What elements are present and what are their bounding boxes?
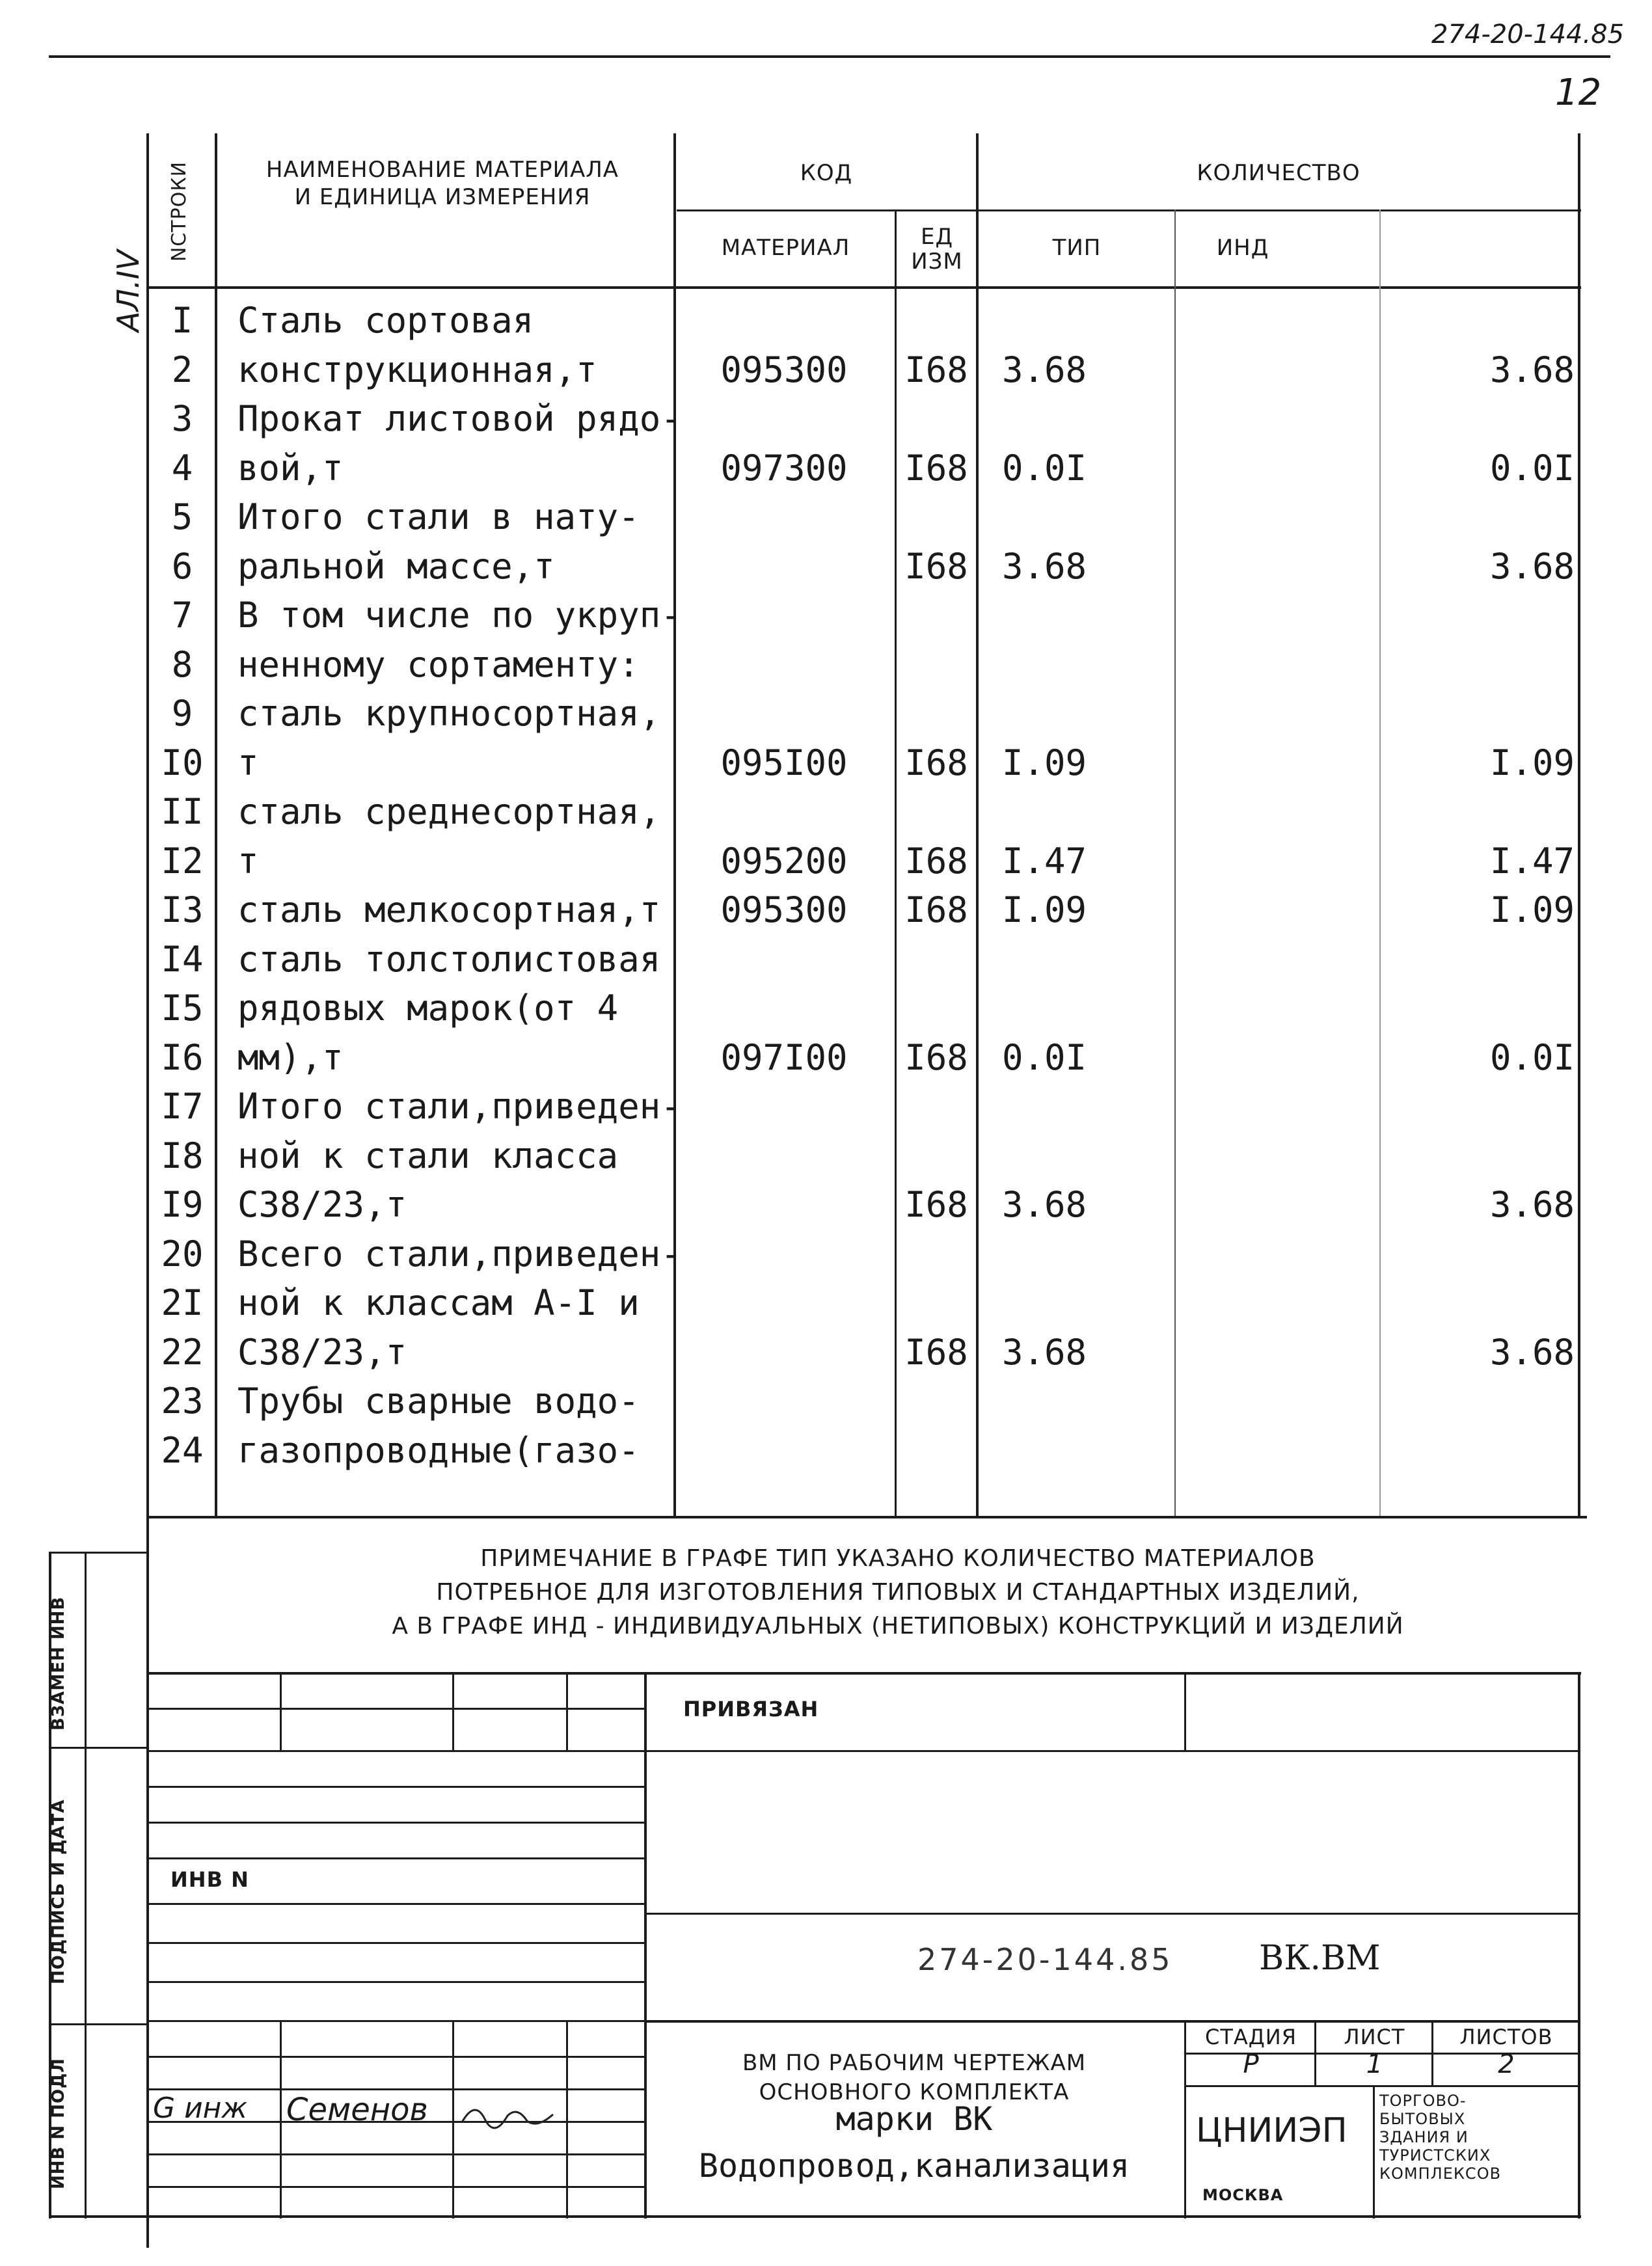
row-typ: I.09 xyxy=(1002,742,1087,783)
row-typ xyxy=(1002,1377,1171,1425)
stamp-grid-line xyxy=(146,1903,644,1905)
stamp-col-c2 xyxy=(566,2020,568,2219)
note-top-line xyxy=(146,1516,1581,1518)
row-unit: I68 xyxy=(904,742,968,783)
signature-scribble xyxy=(455,2096,560,2135)
corner-page-mark: 12 xyxy=(1555,72,1602,114)
row-name: конструкционная,т xyxy=(237,349,597,390)
row-total: 0.0I xyxy=(1489,447,1575,489)
col-line-5 xyxy=(1174,209,1176,1516)
row-name: ненному сортаменту: xyxy=(237,643,640,685)
stamp-grid-line xyxy=(146,1786,644,1788)
row-number: I7 xyxy=(161,1086,204,1127)
row-typ xyxy=(1002,935,1171,984)
row-number: 22 xyxy=(161,1331,204,1373)
right-border xyxy=(1578,133,1580,1516)
header-material: МАТЕРИАЛ xyxy=(721,235,850,261)
row-code: 097300 xyxy=(720,447,848,489)
sheet-label: ЛИСТ xyxy=(1344,2025,1405,2049)
stamp-grid-line xyxy=(146,2153,644,2155)
row-code xyxy=(677,1082,891,1131)
row-unit xyxy=(897,640,976,689)
row-total xyxy=(1386,787,1575,836)
side-mark: АЛ.IV xyxy=(111,250,146,332)
row-name: сталь мелкосортная,т xyxy=(237,889,661,930)
stamp-top-line xyxy=(146,1672,1581,1675)
sign-name: Семенов xyxy=(286,2092,428,2128)
sign-role: G инж xyxy=(153,2092,248,2125)
side-label-inv-podl: ИНВ N ПОДЛ xyxy=(49,2058,68,2189)
stamp-col-b xyxy=(452,1672,454,1750)
row-typ xyxy=(1002,1082,1171,1131)
row-number: I0 xyxy=(161,742,204,783)
header-mid-line xyxy=(677,209,1581,211)
row-unit xyxy=(897,787,976,836)
org-desc-4: ТУРИСТСКИХ xyxy=(1379,2146,1491,2165)
row-typ xyxy=(1002,492,1171,541)
stamp-grid-line xyxy=(146,1750,644,1752)
inv-no-label: ИНВ N xyxy=(170,1867,249,1892)
org-desc-1: ТОРГОВО- xyxy=(1379,2092,1467,2110)
row-total xyxy=(1386,492,1575,541)
side-strip-top xyxy=(49,1552,146,1554)
stamp-col-main xyxy=(644,1672,647,2219)
row-code xyxy=(677,542,891,591)
row-name: сталь среднесортная, xyxy=(237,791,661,832)
row-typ xyxy=(1002,394,1171,443)
row-unit xyxy=(897,935,976,984)
org-desc-2: БЫТОВЫХ xyxy=(1379,2110,1466,2128)
row-typ: 3.68 xyxy=(1002,1331,1087,1373)
row-total xyxy=(1386,1278,1575,1327)
row-name: Итого стали,приведен- xyxy=(237,1086,682,1127)
row-total: 3.68 xyxy=(1489,545,1575,587)
row-number: 2 xyxy=(171,349,193,390)
stamp-grid-line xyxy=(146,2020,644,2022)
row-number: I8 xyxy=(161,1135,204,1176)
row-unit: I68 xyxy=(904,545,968,587)
row-number: I5 xyxy=(161,988,204,1029)
row-typ: 3.68 xyxy=(1002,1184,1087,1225)
row-number: II xyxy=(161,791,204,832)
stamp-grid-line xyxy=(146,2186,644,2188)
doc-code-bottom-line xyxy=(644,2020,1578,2023)
row-typ: 3.68 xyxy=(1002,349,1087,390)
row-unit xyxy=(897,1131,976,1180)
stamp-col-a xyxy=(280,1672,282,1750)
row-total xyxy=(1386,1426,1575,1475)
row-number: 6 xyxy=(171,545,193,587)
stamp-grid-line xyxy=(146,1708,644,1710)
row-name: Сталь сортовая xyxy=(237,300,534,341)
row-name: Прокат листовой рядо- xyxy=(237,398,682,439)
row-name: В том числе по укруп- xyxy=(237,595,682,636)
row-unit xyxy=(897,1230,976,1278)
note-line-1: ПРИМЕЧАНИЕ В ГРАФЕ ТИП УКАЗАНО КОЛИЧЕСТВО МАТЕРИАЛОВ xyxy=(480,1545,1316,1572)
row-code xyxy=(677,689,891,738)
row-typ: 0.0I xyxy=(1002,1036,1087,1078)
row-number: 3 xyxy=(171,398,193,439)
row-number: I6 xyxy=(161,1036,204,1078)
row-total xyxy=(1386,1230,1575,1278)
row-code: 097I00 xyxy=(720,1036,848,1078)
row-typ xyxy=(1002,591,1171,640)
row-total: 3.68 xyxy=(1489,349,1575,390)
row-name: С38/23,т xyxy=(237,1184,407,1225)
left-border xyxy=(146,133,149,2248)
header-typ: ТИП xyxy=(1052,235,1102,261)
row-unit: I68 xyxy=(904,1036,968,1078)
row-total xyxy=(1386,394,1575,443)
row-code xyxy=(677,1426,891,1475)
side-strip-div-1 xyxy=(49,1747,146,1749)
row-unit: I68 xyxy=(904,840,968,882)
row-total: 3.68 xyxy=(1489,1184,1575,1225)
header-ind: ИНД xyxy=(1216,235,1269,261)
stamp-grid-line xyxy=(146,1981,644,1983)
header-code: КОД xyxy=(800,160,853,186)
row-name: Трубы сварные водо- xyxy=(237,1381,640,1422)
row-code xyxy=(677,296,891,345)
row-typ xyxy=(1002,1230,1171,1278)
doc-code-top-line xyxy=(644,1913,1578,1915)
row-typ xyxy=(1002,1426,1171,1475)
row-unit: I68 xyxy=(904,1184,968,1225)
row-code xyxy=(677,1180,891,1229)
org-name: ЦНИИЭП xyxy=(1196,2111,1347,2150)
row-code xyxy=(677,1328,891,1377)
header-quantity: КОЛИЧЕСТВО xyxy=(1197,160,1361,186)
row-typ xyxy=(1002,689,1171,738)
row-name: сталь крупносортная, xyxy=(237,693,661,734)
header-unit: ЕД ИЗМ xyxy=(911,224,963,275)
row-total: 0.0I xyxy=(1489,1036,1575,1078)
org-divider xyxy=(1373,2085,1375,2219)
row-typ: I.09 xyxy=(1002,889,1087,930)
row-name: мм),т xyxy=(237,1036,344,1078)
row-name: газопроводные(газо- xyxy=(237,1429,640,1471)
row-total xyxy=(1386,1082,1575,1131)
stamp-col-c xyxy=(566,1672,568,1750)
row-unit xyxy=(897,689,976,738)
row-number: I xyxy=(171,300,193,341)
row-name: вой,т xyxy=(237,447,344,489)
row-unit xyxy=(897,1377,976,1425)
title-line-3: марки ВК xyxy=(835,2100,993,2138)
row-total xyxy=(1386,296,1575,345)
row-number: 5 xyxy=(171,496,193,537)
col-line-4 xyxy=(976,133,979,1516)
row-name: Итого стали в нату- xyxy=(237,496,640,537)
row-name: рядовых марок(от 4 xyxy=(237,988,619,1029)
row-code xyxy=(677,1131,891,1180)
row-total xyxy=(1386,591,1575,640)
top-border-line xyxy=(49,55,1610,58)
row-unit xyxy=(897,1082,976,1131)
row-number: I2 xyxy=(161,840,204,882)
row-code xyxy=(677,935,891,984)
row-typ: 0.0I xyxy=(1002,447,1087,489)
row-number: I9 xyxy=(161,1184,204,1225)
org-desc-5: КОМПЛЕКСОВ xyxy=(1379,2165,1502,2183)
row-number: 7 xyxy=(171,595,193,636)
row-code xyxy=(677,394,891,443)
row-total xyxy=(1386,689,1575,738)
side-label-vzamen: ВЗАМЕН ИНВ xyxy=(49,1596,68,1731)
row-code xyxy=(677,640,891,689)
stage-block-left xyxy=(1184,2020,1186,2219)
row-code xyxy=(677,492,891,541)
row-name: ной к классам А-I и xyxy=(237,1282,640,1323)
stamp-bottom-line xyxy=(49,2215,1581,2218)
row-name: ной к стали класса xyxy=(237,1135,619,1176)
row-total: I.09 xyxy=(1489,889,1575,930)
row-code xyxy=(677,984,891,1032)
stamp-col-a2 xyxy=(280,2020,282,2219)
stamp-col-b2 xyxy=(452,2020,454,2219)
row-total: I.47 xyxy=(1489,840,1575,882)
privyazan-right-line xyxy=(1184,1672,1186,1750)
row-total xyxy=(1386,984,1575,1032)
doc-code: 274-20-144.85 xyxy=(917,1942,1173,1977)
row-name: т xyxy=(237,840,259,882)
stamp-grid-line xyxy=(146,1942,644,1944)
row-total: I.09 xyxy=(1489,742,1575,783)
note-line-3: А В ГРАФЕ ИНД - ИНДИВИДУАЛЬНЫХ (НЕТИПОВЫХ) КОНСТРУКЦИЙ И ИЗДЕЛИЙ xyxy=(392,1613,1404,1639)
stage-bottom-line xyxy=(1184,2085,1578,2087)
row-code: 095200 xyxy=(720,840,848,882)
row-code: 095I00 xyxy=(720,742,848,783)
row-name: С38/23,т xyxy=(237,1331,407,1373)
doc-mark: ВК.ВМ xyxy=(1259,1939,1381,1978)
row-code xyxy=(677,1278,891,1327)
header-name: НАИМЕНОВАНИЕ МАТЕРИАЛА И ЕДИНИЦА ИЗМЕРЕНИЯ xyxy=(265,157,619,210)
row-unit: I68 xyxy=(904,889,968,930)
row-code: 095300 xyxy=(720,349,848,390)
row-unit xyxy=(897,984,976,1032)
row-total xyxy=(1386,1131,1575,1180)
row-code: 095300 xyxy=(720,889,848,930)
stage-label: СТАДИЯ xyxy=(1205,2025,1297,2049)
sheets-label: ЛИСТОВ xyxy=(1459,2025,1553,2049)
row-code xyxy=(677,1377,891,1425)
sheets-value: 2 xyxy=(1498,2049,1515,2079)
row-code xyxy=(677,591,891,640)
title-line-1: ВМ ПО РАБОЧИМ ЧЕРТЕЖАМ xyxy=(742,2050,1087,2076)
row-unit: I68 xyxy=(904,1331,968,1373)
title-line-4: Водопровод,канализация xyxy=(698,2147,1130,2185)
note-line-2: ПОТРЕБНОЕ ДЛЯ ИЗГОТОВЛЕНИЯ ТИПОВЫХ И СТАНДАРТНЫХ ИЗДЕЛИЙ, xyxy=(436,1579,1360,1606)
row-number: 8 xyxy=(171,643,193,685)
side-strip-inner xyxy=(85,1552,87,2219)
row-name: сталь толстолистовая xyxy=(237,938,661,980)
row-typ xyxy=(1002,1278,1171,1327)
header-row-no: NСТРОКИ xyxy=(168,161,191,262)
row-name: ральной массе,т xyxy=(237,545,555,587)
org-city: МОСКВА xyxy=(1202,2186,1284,2204)
row-total xyxy=(1386,640,1575,689)
row-total: 3.68 xyxy=(1489,1331,1575,1373)
side-label-podpis: ПОДПИСЬ И ДАТА xyxy=(49,1799,68,1984)
row-number: 23 xyxy=(161,1381,204,1422)
privyazan-bottom-line xyxy=(644,1750,1578,1752)
stamp-grid-line xyxy=(146,2056,644,2058)
row-code xyxy=(677,787,891,836)
stage-value: Р xyxy=(1243,2049,1259,2079)
title-line-2: ОСНОВНОГО КОМПЛЕКТА xyxy=(759,2079,1070,2105)
row-typ xyxy=(1002,984,1171,1032)
row-typ xyxy=(1002,1131,1171,1180)
row-typ xyxy=(1002,640,1171,689)
row-number: 9 xyxy=(171,693,193,734)
row-unit xyxy=(897,492,976,541)
row-unit xyxy=(897,1278,976,1327)
row-unit xyxy=(897,1426,976,1475)
row-unit xyxy=(897,296,976,345)
sheet-ref-handwritten: 274-20-144.85 xyxy=(1431,20,1625,49)
stamp-grid-line xyxy=(146,1857,644,1859)
row-typ: I.47 xyxy=(1002,840,1087,882)
row-typ: 3.68 xyxy=(1002,545,1087,587)
stamp-right-line xyxy=(1578,1672,1580,2219)
row-number: 20 xyxy=(161,1233,204,1275)
row-number: 2I xyxy=(161,1282,204,1323)
row-total xyxy=(1386,935,1575,984)
row-unit xyxy=(897,591,976,640)
header-bottom-line xyxy=(146,286,1581,289)
row-total xyxy=(1386,1377,1575,1425)
col-line-1 xyxy=(215,133,217,1516)
sheet-value: 1 xyxy=(1366,2049,1383,2079)
row-number: 4 xyxy=(171,447,193,489)
privyazan-label: ПРИВЯЗАН xyxy=(683,1697,819,1721)
stamp-grid-line xyxy=(146,2088,644,2090)
row-number: 24 xyxy=(161,1429,204,1471)
row-unit: I68 xyxy=(904,349,968,390)
col-line-6 xyxy=(1379,209,1381,1516)
row-number: I4 xyxy=(161,938,204,980)
stamp-grid-line xyxy=(146,1822,644,1824)
row-unit xyxy=(897,394,976,443)
row-typ xyxy=(1002,787,1171,836)
row-name: т xyxy=(237,742,259,783)
org-desc-3: ЗДАНИЯ И xyxy=(1379,2128,1469,2146)
row-name: Всего стали,приведен- xyxy=(237,1233,682,1275)
row-code xyxy=(677,1230,891,1278)
row-typ xyxy=(1002,296,1171,345)
row-unit: I68 xyxy=(904,447,968,489)
row-number: I3 xyxy=(161,889,204,930)
side-strip-div-2 xyxy=(49,2023,146,2025)
